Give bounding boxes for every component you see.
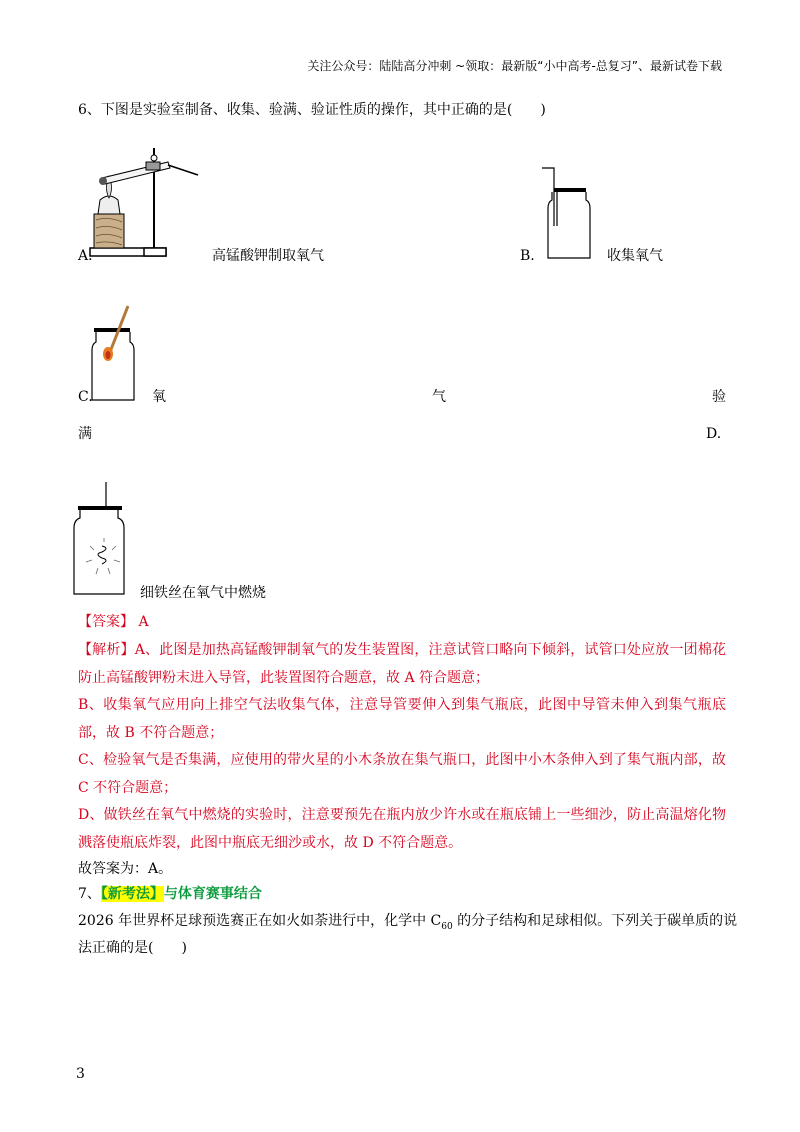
- analysis-b: B、收集氧气应用向上排空气法收集气体，注意导管要伸入到集气瓶底，此图中导管未伸入到集气瓶底部，故 B 不符合题意；: [78, 697, 726, 741]
- new-method-tag: 【新考法】: [100, 886, 164, 902]
- analysis-label: 【解析】: [78, 642, 135, 658]
- option-d-gas-bottle-figure: [68, 480, 134, 598]
- question-7-stem-line-2: 法正确的是( ): [78, 940, 187, 956]
- option-c-text-4: 满: [78, 426, 92, 442]
- option-c-gas-bottle-figure: [88, 300, 144, 404]
- option-d-caption: 细铁丝在氧气中燃烧: [140, 585, 266, 601]
- question-7-heading: [78, 884, 262, 904]
- option-a-caption: 高锰酸钾制取氧气: [212, 248, 324, 264]
- question-7-stem-line-1: [78, 911, 737, 937]
- analysis-a: [78, 637, 726, 692]
- page-header: 关注公众号：陆陆高分冲刺 ~领取：最新版“小中高考-总复习”、最新试卷下载: [307, 59, 722, 73]
- question-7-stem-post: 的分子结构和足球相似。下列关于碳单质的说: [452, 913, 738, 929]
- option-c-text-2: 气: [432, 389, 446, 405]
- question-7-number: 7、: [78, 886, 101, 902]
- option-c-text-1: 氧: [152, 389, 166, 405]
- analysis-a-text: A、此图是加热高锰酸钾制氧气的发生装置图，注意试管口略向下倾斜，试管口处应放一团棉花防止高锰酸钾粉末进入导管，此装置图符合题意，故 A 符合题意；: [78, 642, 727, 686]
- option-b-letter: B.: [520, 248, 535, 264]
- option-a-letter: A.: [78, 248, 93, 264]
- answer-value: A: [138, 614, 149, 630]
- option-c-text-3: 验: [712, 389, 726, 405]
- answer-label: 【答案】: [78, 614, 134, 630]
- question-7-subscript: 60: [441, 921, 453, 932]
- analysis-d: D、做铁丝在氧气中燃烧的实验时，注意要预先在瓶内放少许水或在瓶底铺上一些细沙，防止高温熔化物溅落使瓶底炸裂，此图中瓶底无细沙或水，故 D 不符合题意。: [78, 807, 726, 851]
- answer-line: [78, 612, 149, 632]
- analysis-c: C、检验氧气是否集满，应使用的带火星的小木条放在集气瓶口，此图中小木条伸入到了集气瓶内部，故 C 不符合题意；: [78, 752, 726, 796]
- question-7-tag-suffix: 与体育赛事结合: [163, 886, 262, 902]
- option-a-apparatus-figure: [88, 148, 203, 260]
- option-b-caption: 收集氧气: [607, 248, 663, 264]
- analysis-conclusion: 故答案为：A。: [78, 861, 173, 877]
- page-number: 3: [76, 1066, 85, 1082]
- option-d-letter: D.: [706, 426, 722, 442]
- question-7-stem-pre: 2026 年世界杯足球预选赛正在如火如荼进行中，化学中 C: [78, 913, 442, 929]
- question-6-stem: 6、下图是实验室制备、收集、验满、验证性质的操作，其中正确的是( ): [78, 102, 546, 118]
- option-b-gas-bottle-figure: [540, 166, 596, 262]
- option-c-letter: C.: [78, 389, 93, 405]
